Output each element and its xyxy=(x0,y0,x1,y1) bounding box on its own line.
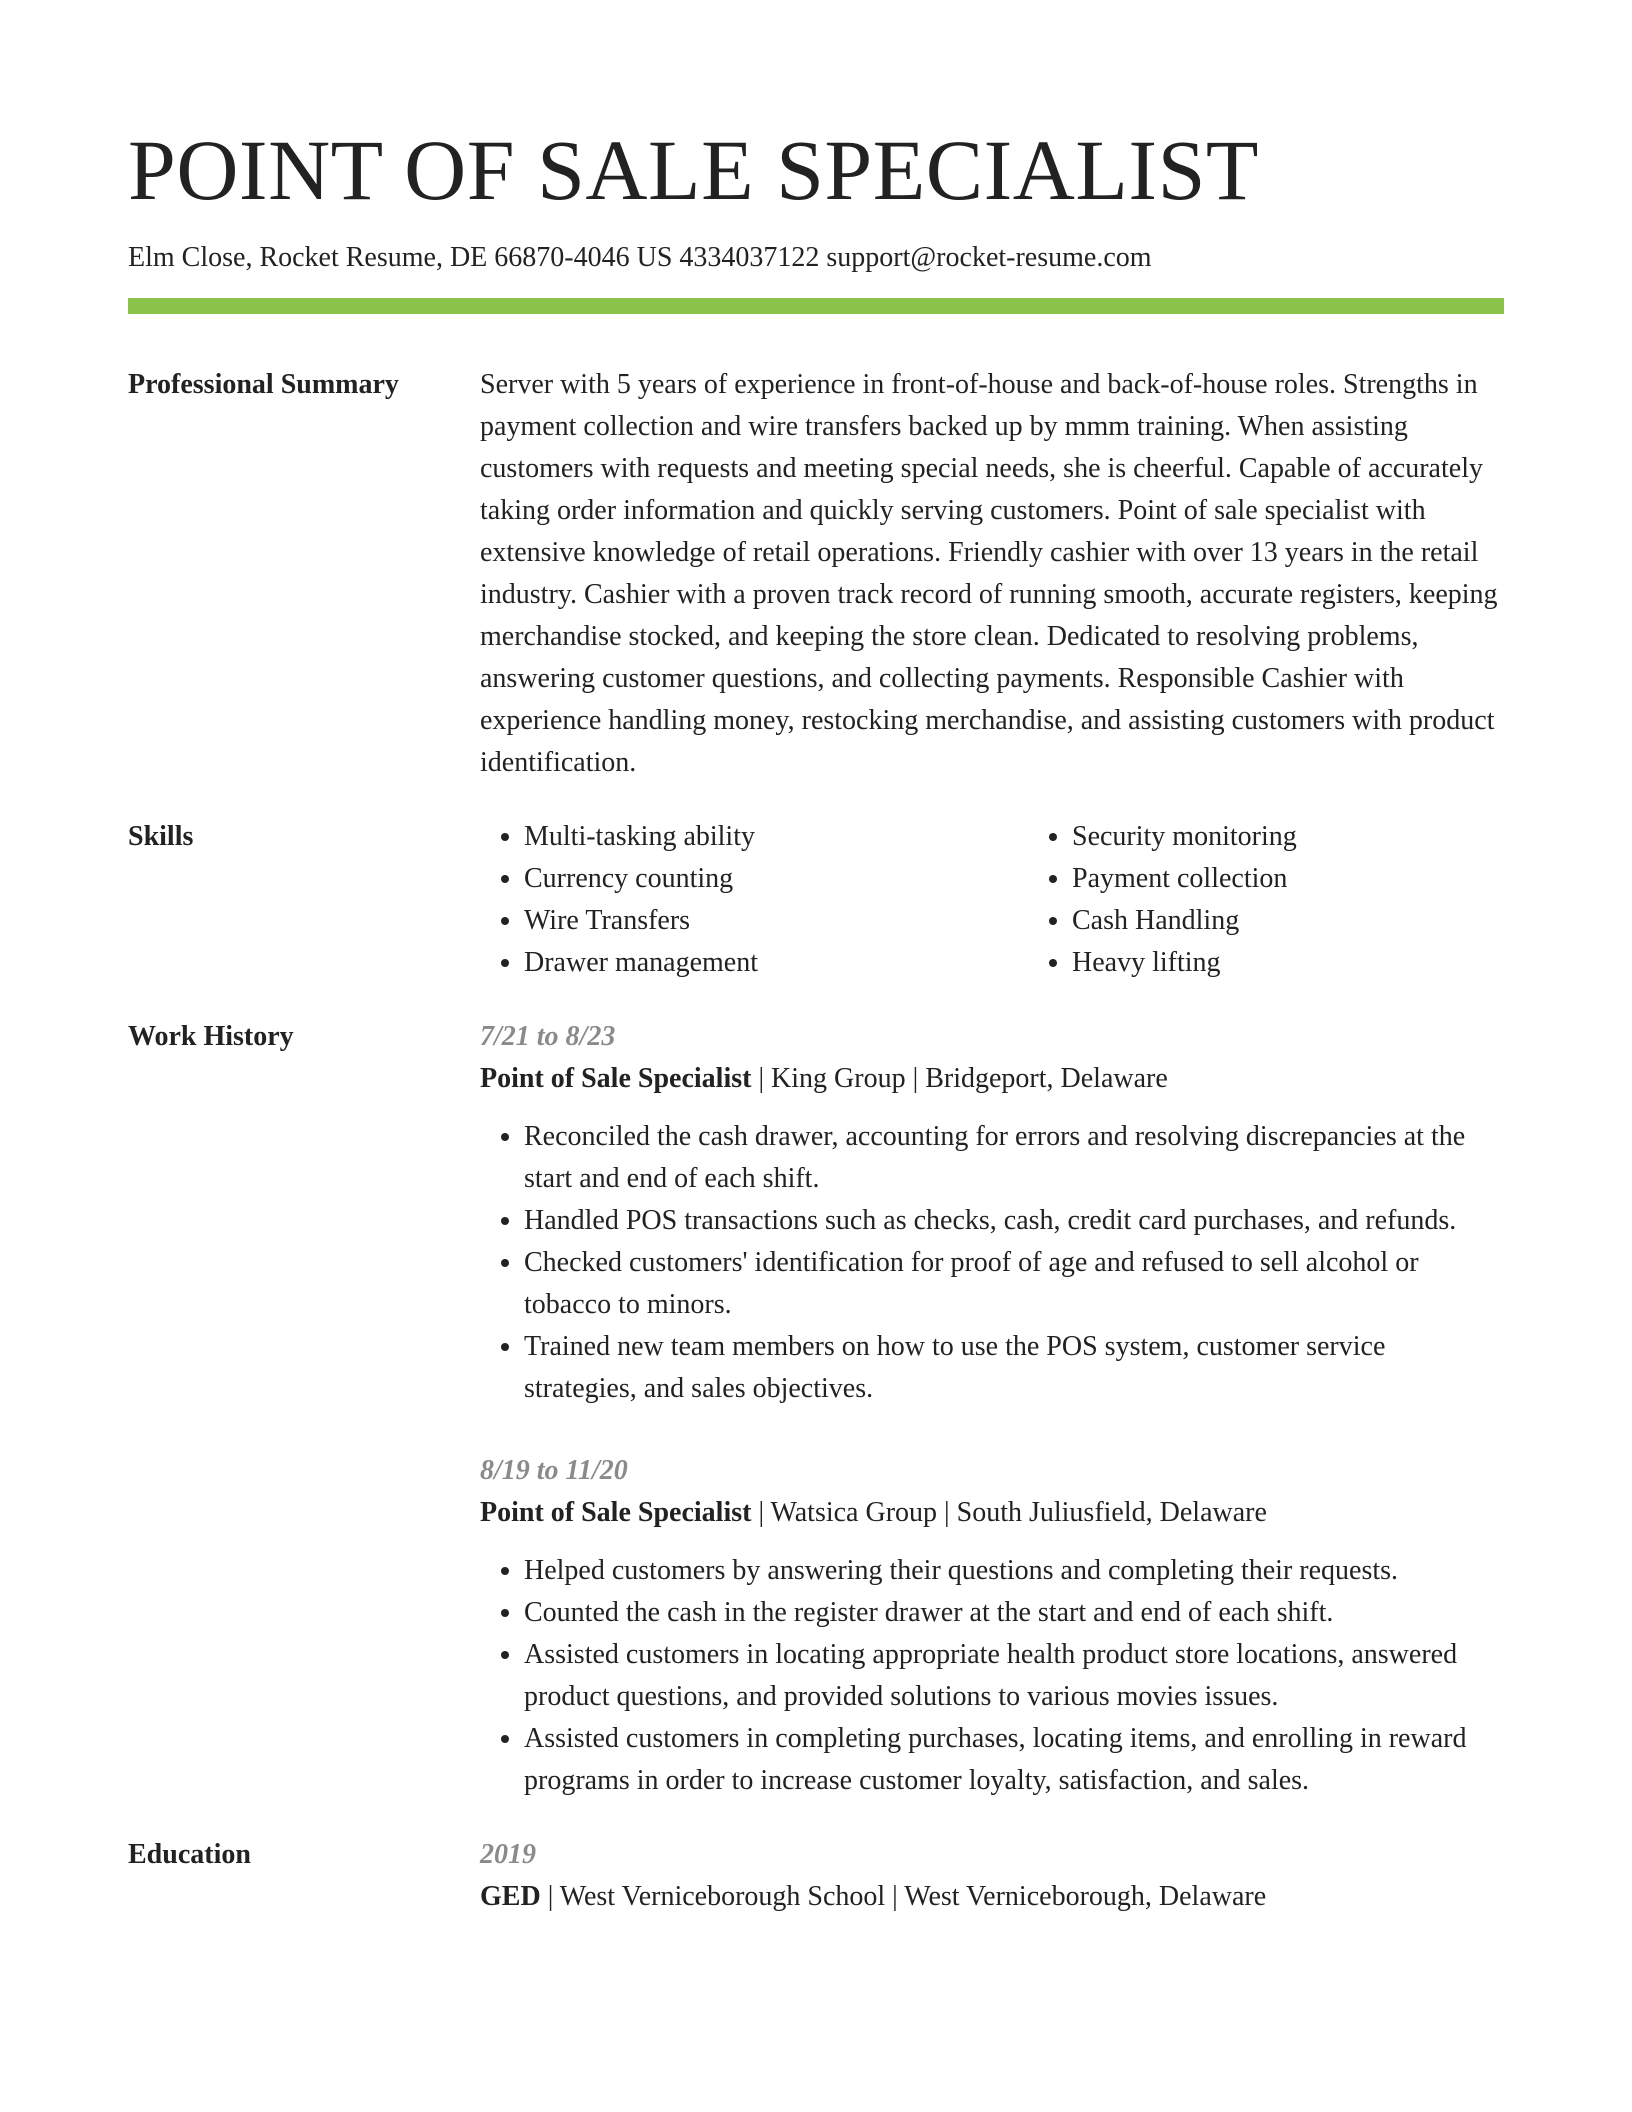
skills-columns xyxy=(480,816,1576,984)
summary-section xyxy=(128,364,1504,784)
skills-body xyxy=(480,816,1576,984)
skill-item: • Payment collection xyxy=(1072,858,1576,900)
work-history-section xyxy=(128,1016,1504,1802)
job-title: Point of Sale Specialist xyxy=(480,1497,752,1528)
education-label: Education xyxy=(128,1839,251,1870)
job-bullet: • Counted the cash in the register drawer at the start and end of each shift. xyxy=(524,1592,1504,1634)
education-date: 2019 xyxy=(480,1839,536,1870)
job-details: | King Group | Bridgeport, Delaware xyxy=(751,1063,1168,1094)
work-history-label: Work History xyxy=(128,1021,294,1052)
skills-section xyxy=(128,816,1504,984)
job-bullet: • Reconciled the cash drawer, accounting for errors and resolving discrepancies at the start and end of each shift. xyxy=(524,1116,1504,1200)
resume-title: POINT OF SALE SPECIALIST xyxy=(128,122,1259,218)
skills-label: Skills xyxy=(128,821,194,852)
job-bullet: • Handled POS transactions such as checks, cash, credit card purchases, and refunds. xyxy=(524,1200,1504,1242)
skills-right-column xyxy=(1028,816,1576,984)
job-bullets xyxy=(480,1550,1504,1802)
job-heading xyxy=(480,1058,1504,1100)
job-title: Point of Sale Specialist xyxy=(480,1063,752,1094)
job-date: 8/19 to 11/20 xyxy=(480,1455,628,1486)
skill-item: • Drawer management xyxy=(524,942,1028,984)
summary-label: Professional Summary xyxy=(128,369,399,400)
header-divider xyxy=(128,298,1504,314)
skill-item: • Currency counting xyxy=(524,858,1028,900)
education-heading xyxy=(480,1876,1504,1918)
job-bullet: • Trained new team members on how to use the POS system, customer service strategies, and sales objectives. xyxy=(524,1326,1504,1410)
job-bullet: • Helped customers by answering their questions and completing their requests. xyxy=(524,1550,1504,1592)
skill-item: • Security monitoring xyxy=(1072,816,1576,858)
job-bullets xyxy=(480,1116,1504,1410)
job-entry xyxy=(480,1450,1504,1802)
job-details: | Watsica Group | South Juliusfield, Delaware xyxy=(751,1497,1267,1528)
skill-item: • Wire Transfers xyxy=(524,900,1028,942)
education-body xyxy=(480,1834,1504,1918)
skill-item: • Heavy lifting xyxy=(1072,942,1576,984)
job-date: 7/21 to 8/23 xyxy=(480,1021,616,1052)
summary-text: Server with 5 years of experience in front-of-house and back-of-house roles. Strengths in payment collection and wire transfers backed up by mmm training. When assisting customers with requests and meeting special needs, she is cheerful. Capable of accurately taking order information and quickly serving customers. Point of sale specialist with extensive knowledge of retail operations. Friendly cashier with over 13 years in the retail industry. Cashier with a proven track record of running smooth, accurate registers, keeping merchandise stocked, and keeping the store clean. Dedicated to resolving problems, answering customer questions, and collecting payments. Responsible Cashier with experience handling money, restocking merchandise, and assisting customers with product identification. xyxy=(480,369,1498,778)
skill-item: • Cash Handling xyxy=(1072,900,1576,942)
education-degree: GED xyxy=(480,1881,541,1912)
skill-item: • Multi-tasking ability xyxy=(524,816,1028,858)
job-bullet: • Assisted customers in locating appropriate health product store locations, answered product questions, and provided solutions to various movies issues. xyxy=(524,1634,1504,1718)
job-entry xyxy=(480,1016,1504,1410)
job-heading xyxy=(480,1492,1504,1534)
education-details: | West Verniceborough School | West Verniceborough, Delaware xyxy=(540,1881,1267,1912)
job-bullet: • Checked customers' identification for proof of age and refused to sell alcohol or tobacco to minors. xyxy=(524,1242,1504,1326)
contact-line: Elm Close, Rocket Resume, DE 66870-4046 US 4334037122 support@rocket-resume.com xyxy=(128,242,1152,273)
work-history-body xyxy=(480,1016,1504,1802)
skills-left-column xyxy=(480,816,1028,984)
education-section xyxy=(128,1834,1504,1918)
job-bullet: • Assisted customers in completing purchases, locating items, and enrolling in reward programs in order to increase customer loyalty, satisfaction, and sales. xyxy=(524,1718,1504,1802)
summary-body xyxy=(480,364,1504,784)
